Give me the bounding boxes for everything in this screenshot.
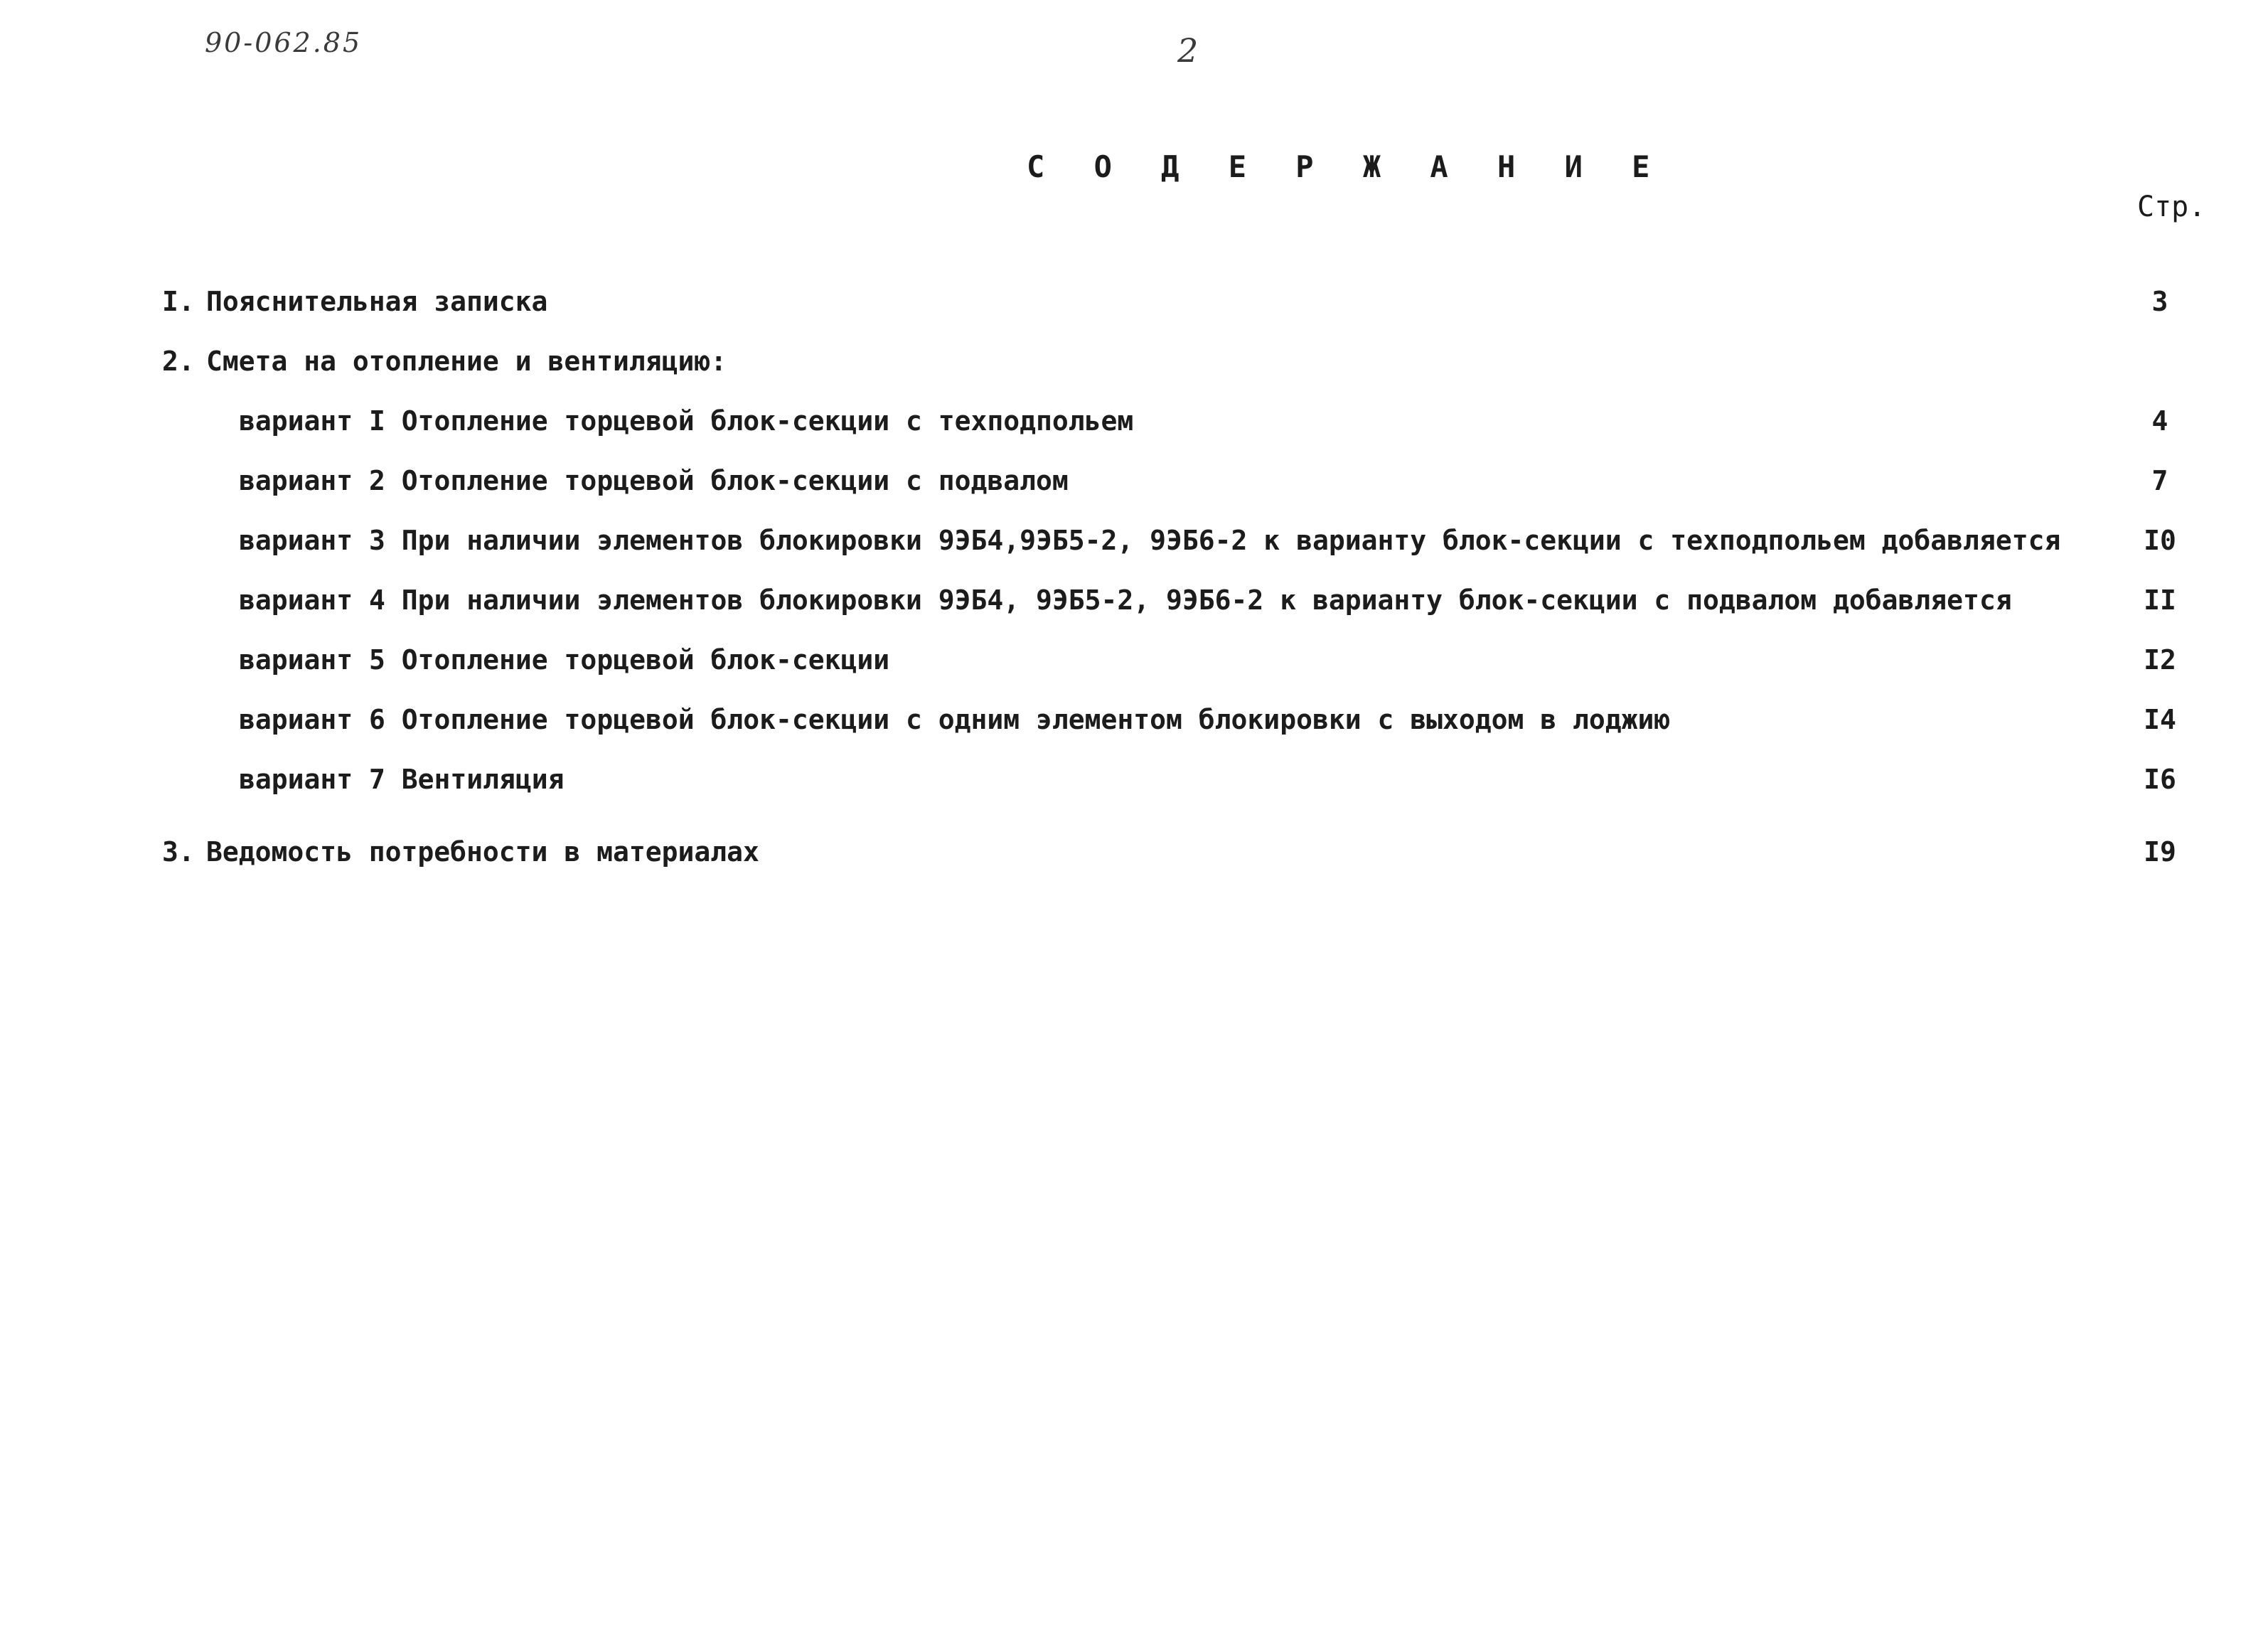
page-title: С О Д Е Р Ж А Н И Е [1027, 149, 1666, 184]
toc-entry [0, 585, 2268, 624]
toc-entry-page: I4 [2144, 704, 2176, 735]
toc-entry-number: I. [162, 286, 195, 317]
page-number: 2 [1177, 31, 1199, 70]
toc-entry [0, 764, 2268, 804]
toc-entry [0, 644, 2268, 684]
toc-entry [0, 704, 2268, 744]
toc-entry-page: II [2144, 585, 2176, 616]
toc-entry [0, 836, 2268, 876]
toc-entry-page: 4 [2151, 405, 2168, 437]
toc-entry-number: 3. [162, 836, 195, 868]
toc-entry [0, 286, 2268, 326]
toc-entry-title: вариант 6 Отопление торцевой блок-секции с одним элементом блокировки с выходом в лоджию [239, 704, 1671, 735]
toc-entry-title: вариант 7 Вентиляция [239, 764, 565, 795]
toc-entry [0, 525, 2268, 565]
toc-entry-page: 3 [2151, 286, 2168, 317]
toc-entry [0, 465, 2268, 505]
toc-entry-title: вариант 2 Отопление торцевой блок-секции с подвалом [239, 465, 1069, 496]
toc-entry-title: вариант 3 При наличии элементов блокировки 9ЭБ4,9ЭБ5-2, 9ЭБ6-2 к варианту блок-секции с техподпольем добавляется [239, 525, 2061, 556]
toc-entry-title: вариант 5 Отопление торцевой блок-секции [239, 644, 890, 676]
toc-entry-title: вариант I Отопление торцевой блок-секции с техподпольем [239, 405, 1134, 437]
toc-entry-page: I2 [2144, 644, 2176, 676]
toc-entry-page: I9 [2144, 836, 2176, 868]
toc-entry-title: Смета на отопление и вентиляцию: [206, 346, 727, 377]
toc-entry-number: 2. [162, 346, 195, 377]
document-code: 90-062.85 [205, 27, 363, 58]
toc-entry-title: вариант 4 При наличии элементов блокировки 9ЭБ4, 9ЭБ5-2, 9ЭБ6-2 к варианту блок-секции с подвалом добавляется [239, 585, 2012, 616]
toc-entry-page: I0 [2144, 525, 2176, 556]
page-column-label: Стр. [2137, 191, 2206, 223]
toc-entry-title: Ведомость потребности в материалах [206, 836, 759, 868]
toc-entry-page: I6 [2144, 764, 2176, 795]
toc-entry-page: 7 [2151, 465, 2168, 496]
toc-entry [0, 405, 2268, 445]
toc-entry [0, 346, 2268, 385]
toc-entry-title: Пояснительная записка [206, 286, 548, 317]
